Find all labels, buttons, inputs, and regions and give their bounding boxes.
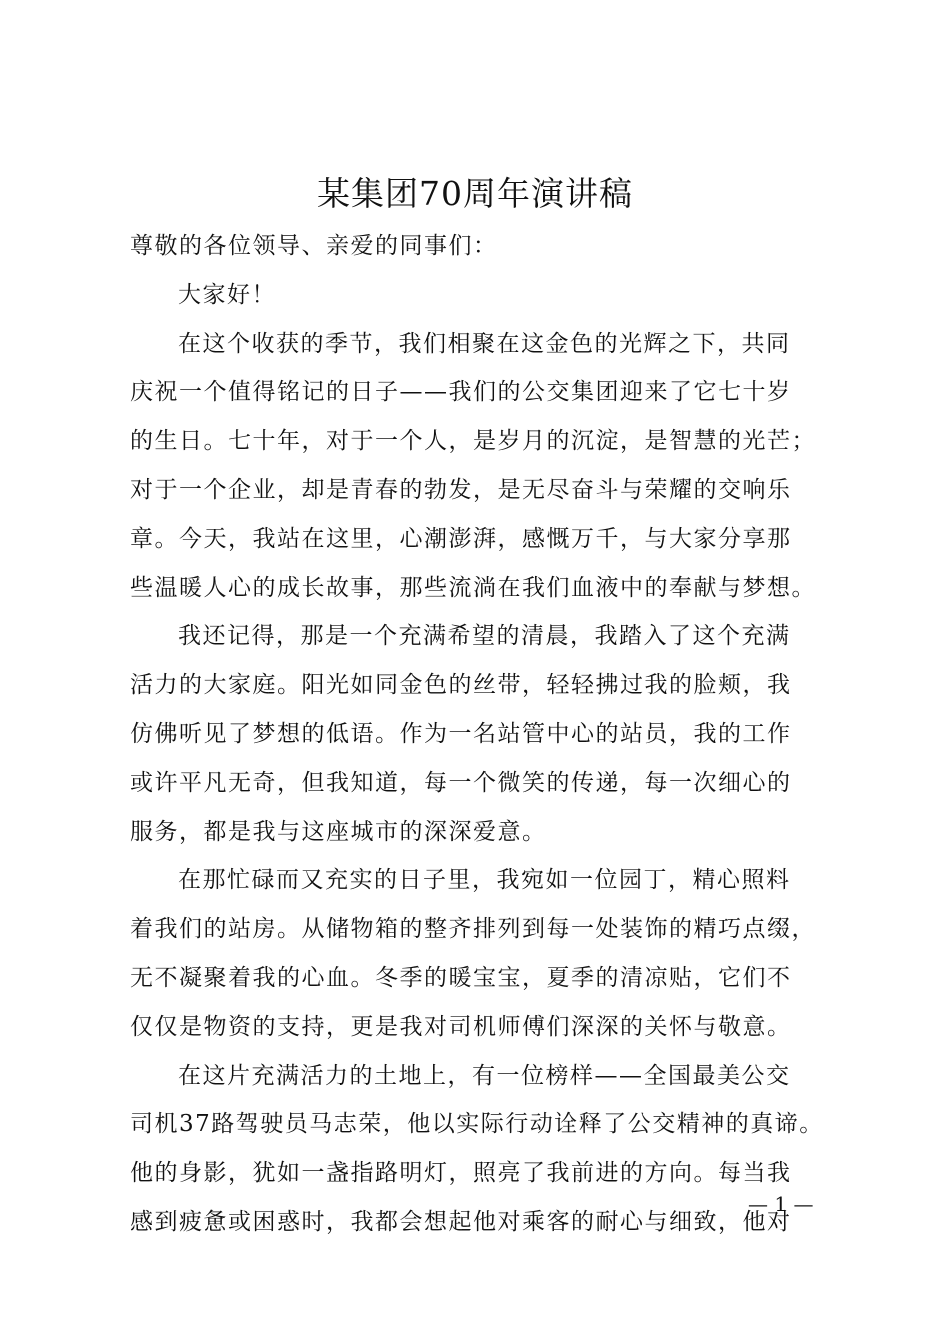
text-line: 他的身影，犹如一盏指路明灯，照亮了我前进的方向。每当我 xyxy=(130,1160,792,1187)
text-line: 或许平凡无奇，但我知道，每一个微笑的传递，每一次细心的 xyxy=(130,769,792,796)
text-line: 大家好！ xyxy=(178,281,276,308)
text-line: 庆祝一个值得铭记的日子——我们的公交集团迎来了它七十岁 xyxy=(130,379,792,406)
text-line: 我还记得，那是一个充满希望的清晨，我踏入了这个充满 xyxy=(178,623,791,650)
text-line: 章。今天，我站在这里，心潮澎湃，感慨万千，与大家分享那 xyxy=(130,525,792,552)
text-line: 感到疲惫或困惑时，我都会想起他对乘客的耐心与细致，他对 xyxy=(130,1208,792,1235)
text-line: 仅仅是物资的支持，更是我对司机师傅们深深的关怀与敬意。 xyxy=(130,1013,792,1040)
document-body xyxy=(130,222,850,1247)
text-line: 些温暖人心的成长故事，那些流淌在我们血液中的奉献与梦想。 xyxy=(130,574,816,601)
text-line: 司机37路驾驶员马志荣，他以实际行动诠释了公交精神的真谛。 xyxy=(130,1111,824,1138)
document-title: 某集团70周年演讲稿 xyxy=(317,174,633,213)
text-line: 对于一个企业，却是青春的勃发，是无尽奋斗与荣耀的交响乐 xyxy=(130,476,792,503)
text-line: 无不凝聚着我的心血。冬季的暖宝宝，夏季的清凉贴，它们不 xyxy=(130,964,792,991)
text-line: 着我们的站房。从储物箱的整齐排列到每一处装饰的精巧点缀， xyxy=(130,916,816,943)
text-line: 的生日。七十年，对于一个人，是岁月的沉淀，是智慧的光芒； xyxy=(130,428,816,455)
page-number: — 1 — xyxy=(748,1192,814,1216)
text-line: 在那忙碌而又充实的日子里，我宛如一位园丁，精心照料 xyxy=(178,867,791,894)
text-line: 尊敬的各位领导、亲爱的同事们： xyxy=(130,233,498,259)
text-line: 仿佛听见了梦想的低语。作为一名站管中心的站员，我的工作 xyxy=(130,720,792,747)
text-line: 服务，都是我与这座城市的深深爱意。 xyxy=(130,818,547,845)
text-line: 活力的大家庭。阳光如同金色的丝带，轻轻拂过我的脸颊，我 xyxy=(130,672,792,699)
text-line: 在这片充满活力的土地上，有一位榜样——全国最美公交 xyxy=(178,1062,791,1089)
text-line: 在这个收获的季节，我们相聚在这金色的光辉之下，共同 xyxy=(178,330,791,357)
